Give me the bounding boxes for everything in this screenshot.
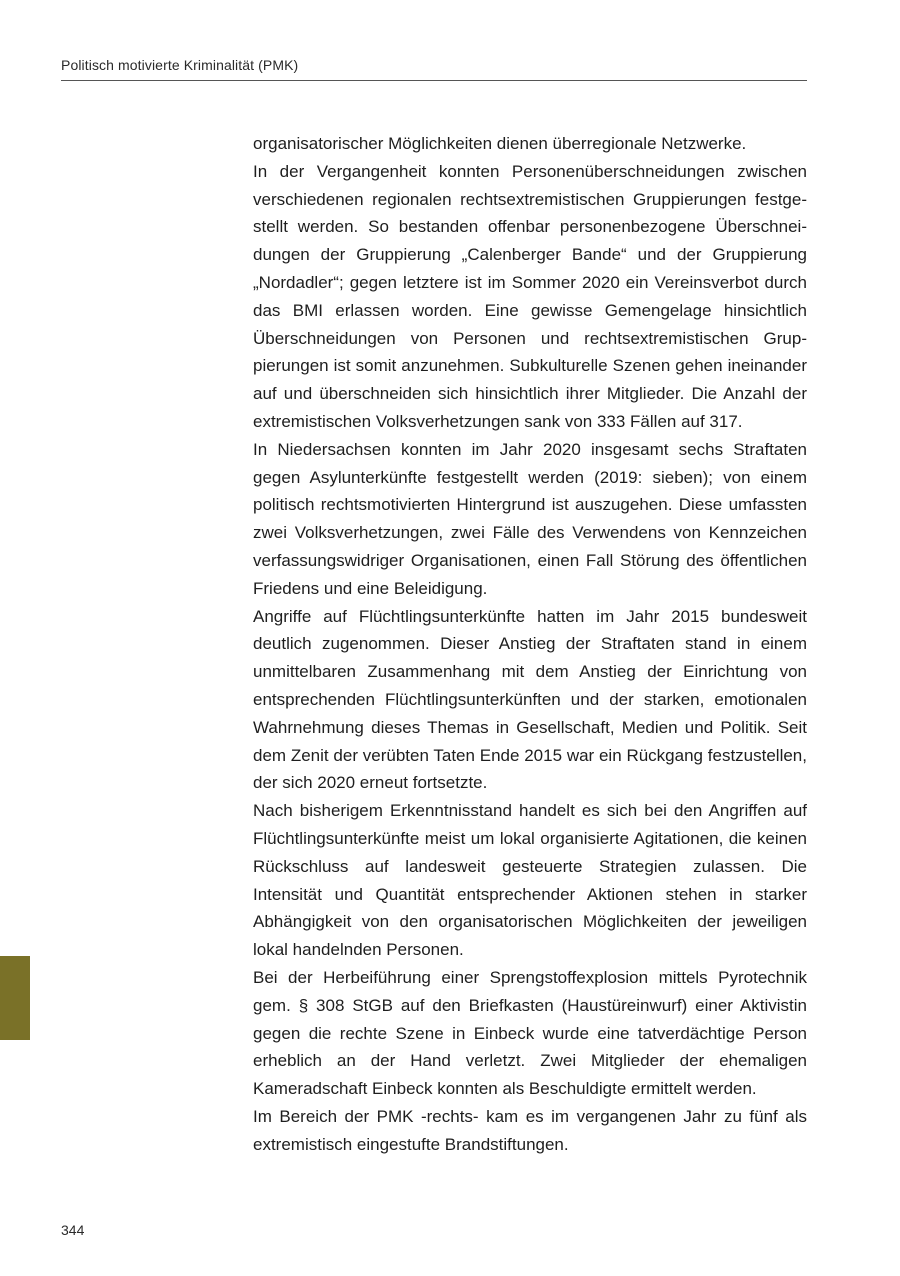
- page-number: 344: [61, 1222, 85, 1238]
- paragraph: Nach bisherigem Erkenntnisstand handelt es sich bei den Angriffen auf Flüchtlingsunterkünfte meist um lokal organisierte Agitationen, die keinen Rückschluss auf landesweit gesteuerte Strategien zulassen. Die Intensität und Quantität entsprechender Aktionen stehen in starker Abhängigkeit von den organisatorischen Möglichkeiten der jeweiligen lokal handelnden Personen.: [253, 801, 807, 960]
- body-text: [253, 130, 807, 1158]
- running-header: Politisch motivierte Kriminalität (PMK): [61, 57, 299, 73]
- paragraph: In der Vergangenheit konnten Personenüberschneidungen zwischen verschiedenen regionalen rechtsextremistischen Gruppierungen festgestellt werden. So bestanden offenbar personenbezogene Überschneidungen der Gruppierung „Calenberger Bande“ und der Gruppierung „Nordadler“; gegen letztere ist im Sommer 2020 ein Vereinsverbot durch das BMI erlassen worden. Eine gewisse Gemengelage hinsichtlich Überschneidungen von Personen und rechtsextremistischen Gruppierungen ist somit anzunehmen. Subkulturelle Szenen gehen ineinander auf und überschneiden sich hinsichtlich ihrer Mitglieder. Die Anzahl der extremistischen Volksverhetzungen sank von 333 Fällen auf 317.: [253, 161, 807, 431]
- paragraph: Bei der Herbeiführung einer Sprengstoffexplosion mittels Pyrotechnik gem. § 308 StGB auf den Briefkasten (Haustüreinwurf) einer Aktivistin gegen die rechte Szene in Einbeck wurde eine tatverdächtige Person erheblich an der Hand verletzt. Zwei Mitglieder der ehemaligen Kameradschaft Einbeck konnten als Beschuldigte ermittelt werden.: [253, 967, 807, 1099]
- paragraph: Angriffe auf Flüchtlingsunterkünfte hatten im Jahr 2015 bundesweit deutlich zugenommen. Dieser Anstieg der Straftaten stand in einem unmittelbaren Zusammenhang mit dem Anstieg der Einrichtung von entsprechenden Flüchtlingsunterkünften und der starken, emotionalen Wahrnehmung dieses Themas in Gesellschaft, Medien und Politik. Seit dem Zenit der verübten Taten Ende 2015 war ein Rückgang festzustellen, der sich 2020 erneut fortsetzte.: [253, 606, 807, 793]
- paragraph: organisatorischer Möglichkeiten dienen überregionale Netzwerke.: [253, 134, 747, 153]
- header-rule: [61, 80, 807, 81]
- paragraph: In Niedersachsen konnten im Jahr 2020 insgesamt sechs Straftaten gegen Asylunterkünfte festgestellt werden (2019: sieben); von einem politisch rechtsmotivierten Hintergrund ist auszugehen. Diese umfassten zwei Volksverhetzungen, zwei Fälle des Verwendens von Kennzeichen verfassungswidriger Organisationen, einen Fall Störung des öffentlichen Friedens und eine Beleidigung.: [253, 439, 807, 598]
- chapter-side-tab: [0, 956, 30, 1040]
- paragraph: Im Bereich der PMK -rechts- kam es im vergangenen Jahr zu fünf als extremistisch eingestufte Brandstiftungen.: [253, 1106, 807, 1154]
